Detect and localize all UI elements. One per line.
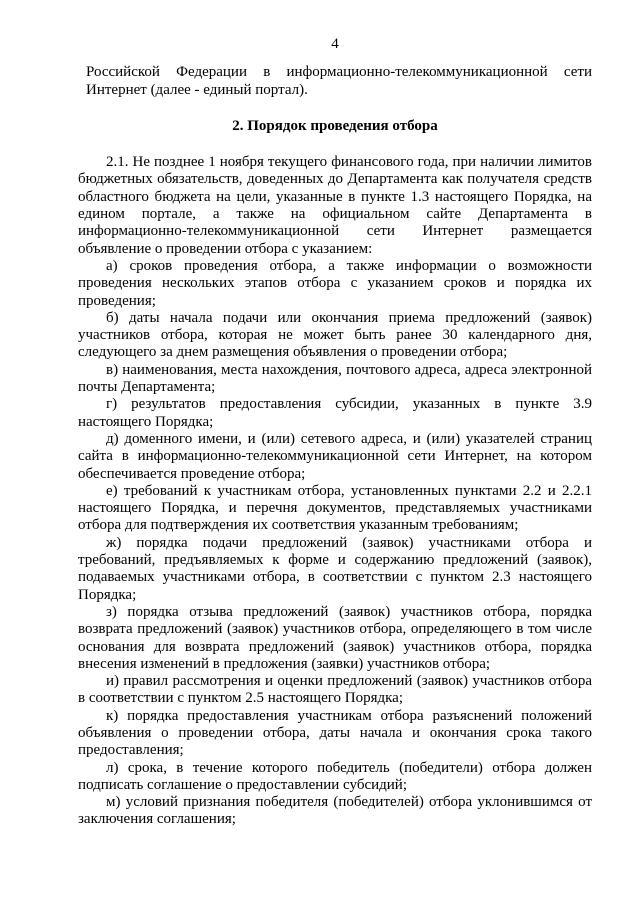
body-paragraph: ж) порядка подачи предложений (заявок) участниками отбора и требований, предъявляемых к форме и содержанию предложений (заявок), подаваемых участниками отбора, в соответствии с пунктом 2.3 настоящего Порядка; (78, 534, 592, 603)
document-body (78, 154, 592, 829)
body-paragraph: б) даты начала подачи или окончания приема предложений (заявок) участников отбора, которая не может быть ранее 30 календарного дня, следующего за днем размещения объявления о проведении отбора; (78, 309, 592, 361)
continuation-paragraph: Российской Федерации в информационно-телекоммуникационной сети Интернет (далее - единый портал). (86, 64, 592, 98)
section-heading: 2. Порядок проведения отбора (232, 117, 438, 134)
body-paragraph: и) правил рассмотрения и оценки предложений (заявок) участников отбора в соответствии с пунктом 2.5 настоящего Порядка; (78, 673, 592, 707)
body-paragraph: а) сроков проведения отбора, а также информации о возможности проведения нескольких этапов отбора с указанием сроков и порядка их проведения; (78, 257, 592, 309)
body-paragraph: л) срока, в течение которого победитель (победители) отбора должен подписать соглашение о предоставлении субсидий; (78, 759, 592, 793)
body-paragraph: м) условий признания победителя (победителей) отбора уклонившимся от заключения соглашения; (78, 794, 592, 828)
body-paragraph: г) результатов предоставления субсидии, указанных в пункте 3.9 настоящего Порядка; (78, 396, 592, 430)
body-paragraph: к) порядка предоставления участникам отбора разъяснений положений объявления о проведении отбора, даты начала и окончания срока такого предоставления; (78, 707, 592, 759)
body-paragraph: 2.1. Не позднее 1 ноября текущего финансового года, при наличии лимитов бюджетных обязательств, доведенных до Департамента как получателя средств областного бюджета на цели, указанные в пункте 1.3 настоящего Порядка, на едином портале, а также на официальном сайте Департамента в информационно-телекоммуникационной сети Интернет размещается объявление о проведении отбора с указанием: (78, 154, 592, 257)
body-paragraph: з) порядка отзыва предложений (заявок) участников отбора, порядка возврата предложений (заявок) участников отбора, определяющего в том числе основания для возврата предложений (заявок) участников отбора, порядка внесения изменений в предложения (заявки) участников отбора; (78, 603, 592, 672)
page-number: 4 (331, 36, 339, 52)
body-paragraph: д) доменного имени, и (или) сетевого адреса, и (или) указателей страниц сайта в информационно-телекоммуникационной сети Интернет, на котором обеспечивается проведение отбора; (78, 430, 592, 482)
body-paragraph: в) наименования, места нахождения, почтового адреса, адреса электронной почты Департамента; (78, 361, 592, 396)
body-paragraph: е) требований к участникам отбора, установленных пунктами 2.2 и 2.2.1 настоящего Порядка, и перечня документов, представляемых участниками отбора для подтверждения их соответствия указанным требованиям; (78, 482, 592, 534)
